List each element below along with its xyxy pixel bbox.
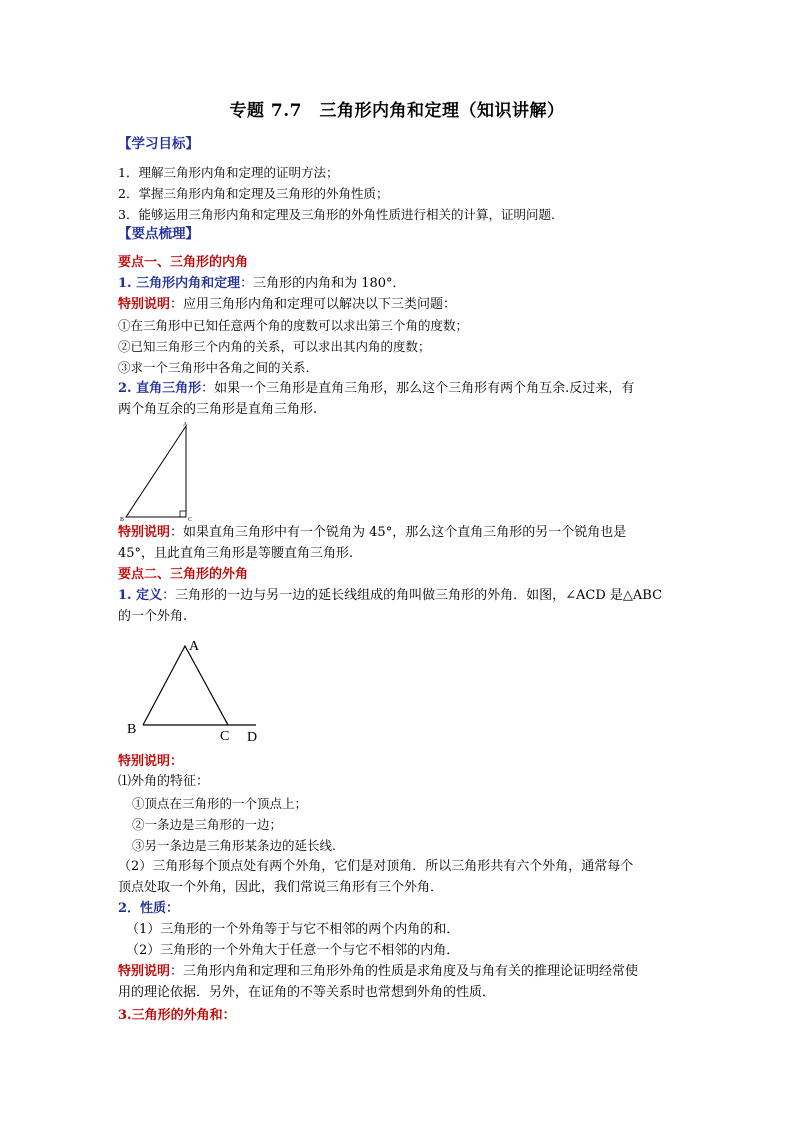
- property-heading: 2．性质：: [118, 901, 180, 916]
- note2-line-1: [118, 523, 698, 543]
- feature-heading: ⑴外角的特征：: [118, 774, 210, 789]
- fig2-label-d: D: [247, 730, 258, 745]
- point1-heading: 要点一、三角形的内角: [118, 255, 249, 270]
- theorem-line: [118, 274, 698, 294]
- exterior-count-text-2: 顶点处取一个外角，因此，我们常说三角形有三个外角．: [118, 880, 444, 895]
- right-triangle-text-1: ：如果一个三角形是直角三角形，那么这个三角形有两个角互余.反过来，有: [201, 381, 635, 396]
- note1-text: ：应用三角形内角和定理可以解决以下三类问题：: [170, 297, 457, 312]
- note3-text-2: 用的理论依据．另外，在证角的不等关系时也常想到外角的性质．: [118, 985, 496, 1000]
- use-item-1: ①在三角形中已知任意两个角的度数可以求出第三个角的度数；: [118, 318, 469, 333]
- note2-text-2: 45°，且此直角三角形是等腰直角三角形.: [118, 546, 354, 561]
- objective-item-2: 2．掌握三角形内角和定理及三角形的外角性质；: [118, 186, 389, 201]
- right-triangle-figure: [112, 418, 202, 524]
- definition-text-1: ：三角形的一边与另一边的延长线组成的角叫做三角形的外角．如图，∠ACD 是△ABC: [162, 588, 663, 603]
- fig2-label-c: C: [220, 729, 230, 744]
- fig1-label-b: B: [120, 517, 125, 523]
- note2-label: 特别说明: [118, 525, 171, 540]
- property-item-2: （2）三角形的一个外角大于任意一个与它不相邻的内角．: [126, 943, 460, 958]
- note3-text-1: ：三角形内角和定理和三角形外角的性质是求角度及与角有关的推理论证明经常使: [170, 964, 639, 979]
- feature-item-3: ③另一条边是三角形某条边的延长线.: [132, 838, 336, 853]
- definition-label: 1. 定义: [118, 588, 163, 603]
- note1-line: [118, 295, 698, 315]
- use-item-2: ②已知三角形三个内角的关系，可以求出其内角的度数；: [118, 339, 431, 354]
- objective-item-1: 1．理解三角形内角和定理的证明方法；: [118, 165, 339, 180]
- fig2-label-b: B: [127, 722, 137, 737]
- note1-label: 特别说明: [118, 297, 171, 312]
- right-triangle-line-1: [118, 379, 698, 399]
- page-title: 专题 7.7 三角形内角和定理（知识讲解）: [229, 101, 565, 121]
- note-heading: 特别说明：: [118, 754, 184, 769]
- property-item-1: （1）三角形的一个外角等于与它不相邻的两个内角的和．: [126, 922, 460, 937]
- use-item-3: ③求一个三角形中各角之间的关系.: [118, 360, 310, 375]
- point2-heading: 要点二、三角形的外角: [118, 567, 249, 582]
- note3-label: 特别说明: [118, 964, 171, 979]
- feature-item-1: ①顶点在三角形的一个顶点上；: [132, 796, 308, 811]
- objective-item-3: 3．能够运用三角形内角和定理及三角形的外角性质进行相关的计算，证明问题.: [118, 207, 555, 222]
- fig1-label-c: C: [188, 517, 193, 523]
- fig2-label-a: A: [189, 639, 200, 654]
- exterior-count-text-1: （2）三角形每个顶点处有两个外角，它们是对顶角．所以三角形共有六个外角，通常每个: [118, 859, 634, 874]
- fig1-label-a: A: [183, 422, 188, 428]
- summary-header: 【要点梳理】: [118, 226, 199, 242]
- objectives-header: 【学习目标】: [118, 136, 199, 152]
- note2-text-1: ：如果直角三角形中有一个锐角为 45°，那么这个直角三角形的另一个锐角也是: [170, 525, 627, 540]
- note3-line-1: [118, 962, 698, 982]
- exterior-sum-heading: 3.三角形的外角和：: [118, 1008, 236, 1023]
- theorem-text: ：三角形的内角和为 180°．: [240, 276, 406, 291]
- definition-text-2: 的一个外角.: [118, 609, 188, 624]
- right-triangle-label: 2. 直角三角形: [118, 381, 202, 396]
- definition-line-1: [118, 586, 698, 606]
- right-triangle-text-2: 两个角互余的三角形是直角三角形.: [118, 402, 318, 417]
- theorem-label: 1. 三角形内角和定理: [118, 276, 241, 291]
- feature-item-2: ②一条边是三角形的一边；: [132, 817, 283, 832]
- exterior-angle-figure: [120, 634, 280, 746]
